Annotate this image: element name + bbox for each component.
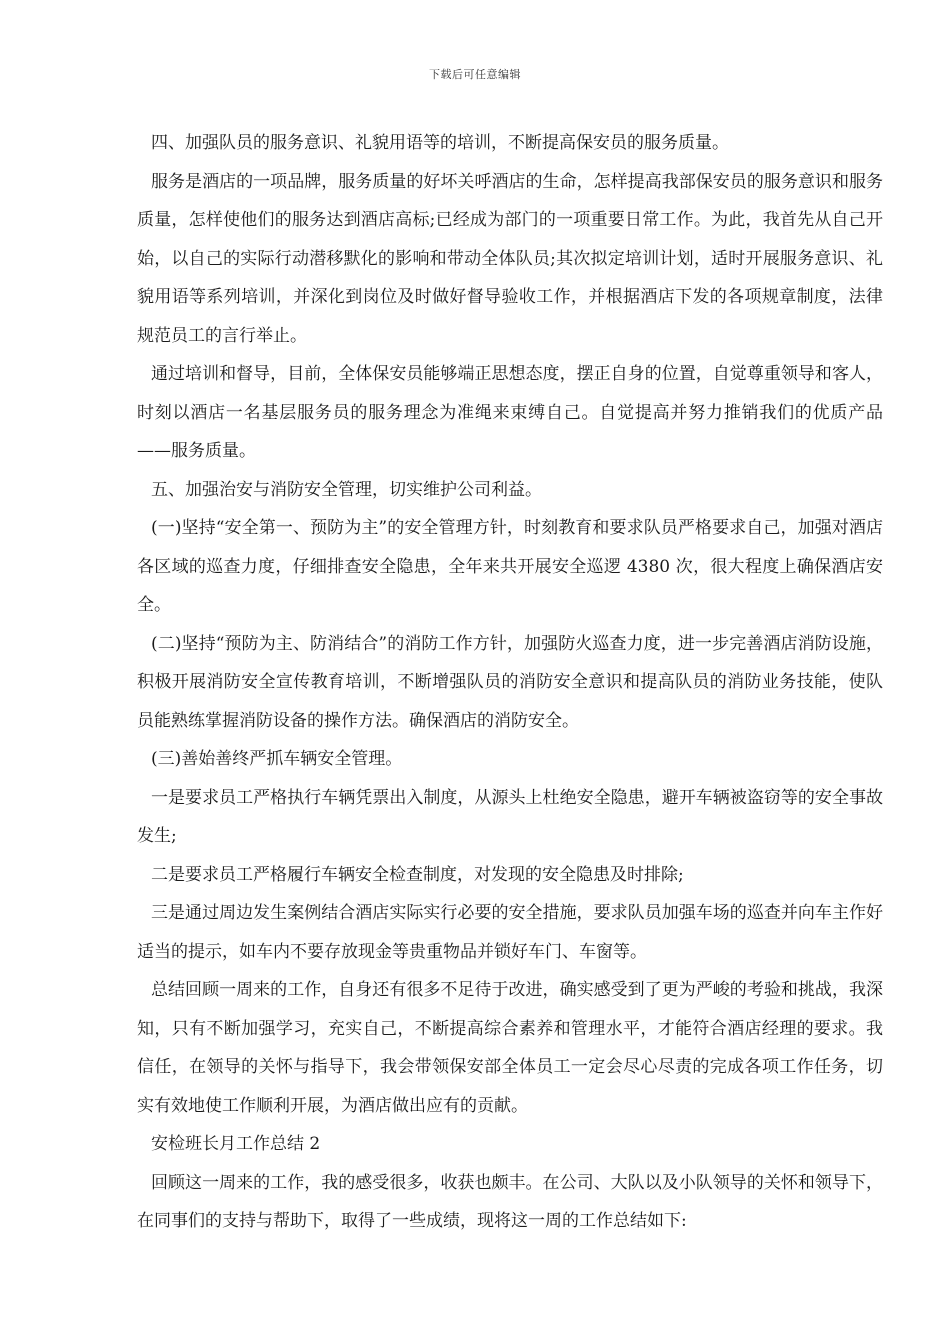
paragraph-fire-prevention: (二)坚持“预防为主、防消结合”的消防工作方针，加强防火巡查力度，进一步完善酒店消防设施，积极开展消防安全宣传教育培训，不断增强队员的消防安全意识和提高队员的消防业务技能，使队员能熟练掌握消防设备的操作方法。确保酒店的消防安全。 bbox=[137, 633, 883, 731]
paragraph-parking-patrol: 三是通过周边发生案例结合酒店实际实行必要的安全措施，要求队员加强车场的巡查并向车主作好适当的提示，如车内不要存放现金等贵重物品并锁好车门、车窗等。 bbox=[137, 903, 883, 962]
paragraph-service-brand: 服务是酒店的一项品牌，服务质量的好坏关呼酒店的生命，怎样提高我部保安员的服务意识和服务质量，怎样使他们的服务达到酒店高标;已经成为部门的一项重要日常工作。为此，我首先从自己开始，以自己的实际行动潜移默化的影响和带动全体队员;其次拟定培训计划，适时开展服务意识、礼貌用语等系列培训，并深化到岗位及时做好督导验收工作，并根据酒店下发的各项规章制度，法律规范员工的言行举止。 bbox=[137, 171, 883, 346]
paragraph-summary-2-title: 安检班长月工作总结 2 bbox=[151, 1134, 321, 1154]
paragraph-training-supervision: 通过培训和督导，目前，全体保安员能够端正思想态度，摆正自身的位置，自觉尊重领导和客人，时刻以酒店一名基层服务员的服务理念为准绳来束缚自己。自觉提高并努力推销我们的优质产品——服务质量。 bbox=[137, 364, 883, 461]
page-header-note: 下载后可任意编辑 bbox=[429, 68, 521, 81]
paragraph-vehicle-ticket-rule: 一是要求员工严格执行车辆凭票出入制度，从源头上杜绝安全隐患，避开车辆被盗窃等的安全事故发生; bbox=[137, 787, 883, 846]
paragraph-review-intro: 回顾这一周来的工作，我的感受很多，收获也颇丰。在公司、大队以及小队领导的关怀和领导下，在同事们的支持与帮助下，取得了一些成绩，现将这一周的工作总结如下: bbox=[137, 1172, 883, 1231]
paragraph-vehicle-management-heading: (三)善始善终严抓车辆安全管理。 bbox=[151, 749, 403, 769]
paragraph-section-four-heading: 四、加强队员的服务意识、礼貌用语等的培训，不断提高保安员的服务质量。 bbox=[151, 133, 729, 153]
document-body bbox=[137, 124, 883, 1241]
paragraph-safety-first: (一)坚持“安全第一、预防为主”的安全管理方针，时刻教育和要求队员严格要求自己，加强对酒店各区域的巡查力度，仔细排查安全隐患，全年来共开展安全巡逻 4380 次，很大程度上确保酒店安全。 bbox=[137, 518, 883, 615]
paragraph-section-five-heading: 五、加强治安与消防安全管理，切实维护公司利益。 bbox=[151, 479, 542, 500]
paragraph-vehicle-inspection: 二是要求员工严格履行车辆安全检查制度，对发现的安全隐患及时排除; bbox=[151, 864, 684, 885]
paragraph-week-summary: 总结回顾一周来的工作，自身还有很多不足待于改进，确实感受到了更为严峻的考验和挑战，我深知，只有不断加强学习，充实自己，不断提高综合素养和管理水平，才能符合酒店经理的要求。我信任，在领导的关怀与指导下，我会带领保安部全体员工一定会尽心尽责的完成各项工作任务，切实有效地使工作顺利开展，为酒店做出应有的贡献。 bbox=[137, 980, 883, 1116]
